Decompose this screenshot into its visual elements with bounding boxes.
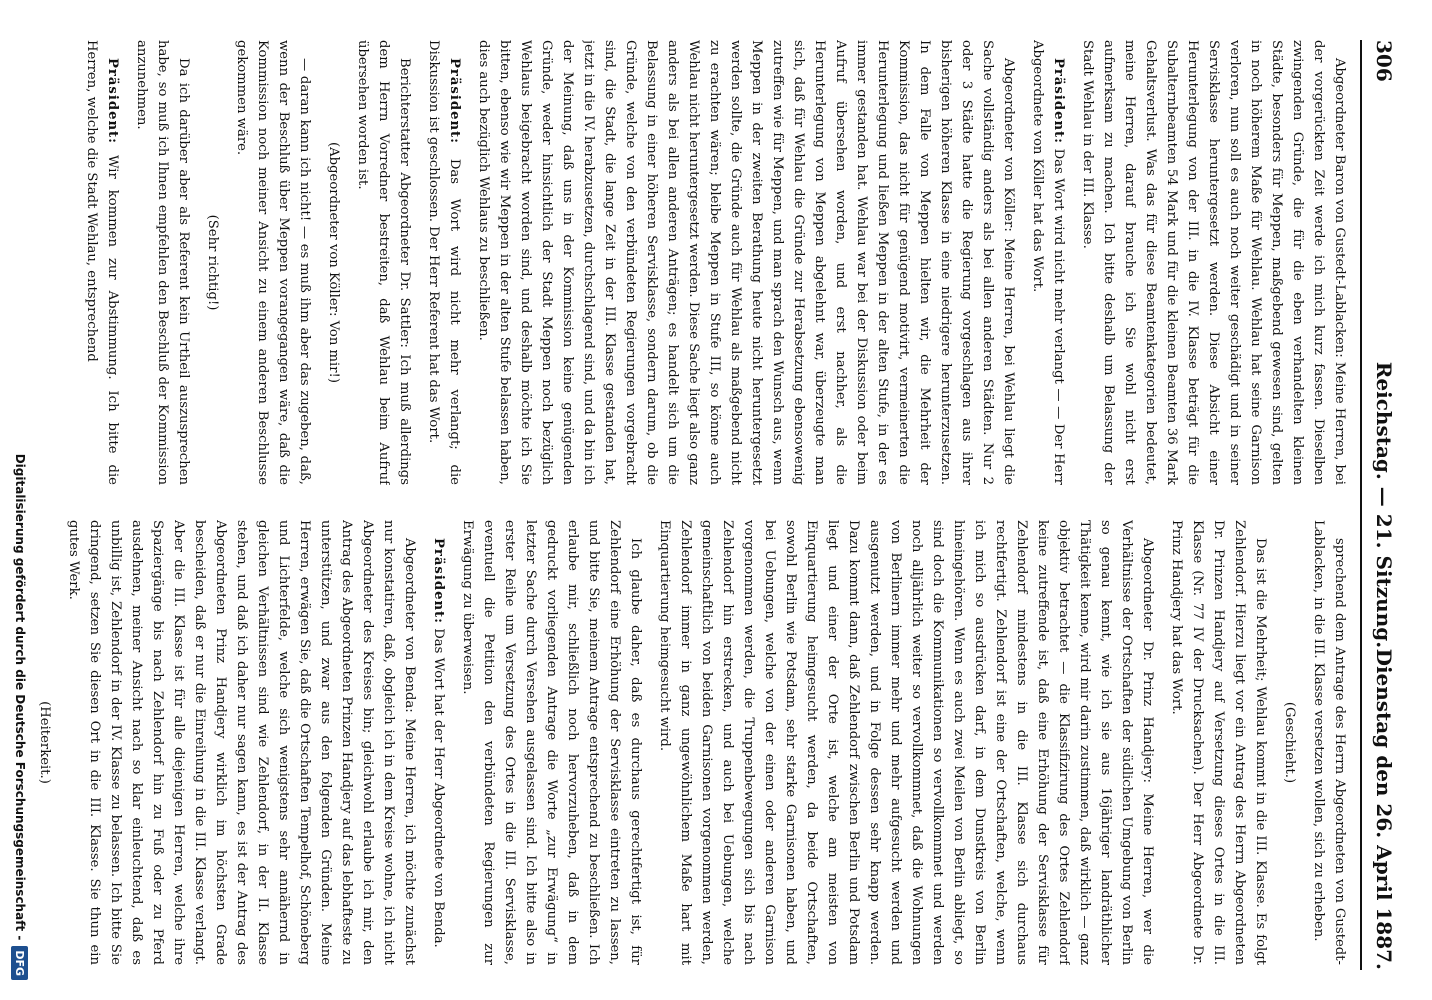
paragraph bbox=[323, 40, 344, 485]
paragraph-text: Ich glaube daher, daß es durchaus gerechtfertigt ist, für Zehlendorf eine Erhöhung der Servisklasse eintreten zu lassen, und bitte Sie, meinem Antrage entsprechend zu beschließen. Ich erlaube mir, schließlich noch hervorzuheben, daß in dem gedruckt vorliegenden Antrage die Worte „zur Erwägung“ in letzter Sache durch Versehen ausgelassen sind. Ich bitte also in erster Reihe um Versetzung des Ortes in die III. Servisklasse, eventuell die Petition den verbündeten Regierungen zur Erwägung zu überweisen. bbox=[460, 520, 643, 965]
paragraph-text: (Sehr richtig!) bbox=[205, 214, 220, 311]
paragraph-text: Abgeordneter von Köller: Meine Herren, bei Wehlau liegt die Sache vollständig anders als bei allen anderen Städten. Nur 2 oder 3 Städte hatte die Regierung vorgeschlagen aus ihrer bisherigen höheren Klasse in eine niedrigere herunterzusetzen. In dem Falle von Meppen hielten wir, die Mehrheit der Kommission, das nicht für genügend motivirt, vermeinerten die Herunterlegung und ließen Meppen in der alten Stufe, in der es immer gestanden hat. Wehlau war bei der Diskussion oder beim Aufruf übersehen worden, und erst nachher, als die Herunterlegung von Meppen abgelehnt war, überzeugte man sich, daß für Wehlau die Gründe zur Herabsetzung ebensowenig zutreffen wie für Meppen, und man sprach den Wunsch aus, wenn Meppen in der zweiten Berathung heute nicht heruntergesetzt werden sollte, die Gründe auch für Wehlau als maßgebend nicht zu erachten wären; bleibe Meppen in Stufe III, so könne auch Wehlau nicht heruntergesetzt werden. Diese Sache liegt also ganz anders als bei allen anderen Anträgen; es handelt sich um die Belassung in einer höheren Servisklasse, sondern darum, ob die Gründe, welche von den verbündeten Regierungen vorgebracht sind, die Stadt, die lange Zeit in der III. Klasse gestanden hat, jetzt in die IV. herabzusetzen, durchschlagend sind, und da bin ich der Meinung, daß uns in der Kommission keine genügenden Gründe, weder hinsichtlich der Stadt Meppen noch bezüglich Wehlaus beigebracht worden sind, und deshalb möchte ich Sie bitten, ebenso wie wir Meppen in der alten Stufe belassen haben, dies auch bezüglich Wehlaus zu beschließen. bbox=[476, 40, 1016, 485]
speaker-label: Präsident: bbox=[105, 58, 120, 145]
paragraph-text: (Geschieht.) bbox=[1282, 701, 1297, 784]
paragraph bbox=[34, 520, 55, 965]
paragraph-text: Berichterstatter Abgeordneter Dr. Sattler: Ich muß allerdings dem Herrn Vorredner bestreiten, daß Wehlau beim Aufruf übersehen worden ist. bbox=[355, 40, 412, 485]
paragraph bbox=[457, 520, 646, 965]
paragraph bbox=[231, 40, 315, 485]
left-column bbox=[30, 40, 1350, 485]
paragraph bbox=[131, 40, 194, 485]
paragraph bbox=[423, 40, 465, 485]
speaker-label: Präsident: bbox=[447, 58, 462, 145]
paragraph-text: (Abgeordneter von Köller: Von mir!) bbox=[326, 141, 341, 384]
session-title: Reichstag. — 21. Sitzung. bbox=[1372, 361, 1396, 649]
paragraph bbox=[1166, 520, 1271, 965]
paragraph-text: Wir kommen zur Abstimmung. Ich bitte die Herren, welche die Stadt Wehlau, entsprechend bbox=[84, 40, 120, 485]
speaker-label: Präsident: bbox=[431, 538, 446, 625]
paragraph-text: — daran kann ich nicht! — es muß ihm aber das zugeben, daß, wenn der Beschluß über Meppen vorangegangen wäre, daß die Kommission noch meiner Ansicht zu einem anderen Beschlusse gekommen wäre. bbox=[234, 40, 312, 485]
paragraph bbox=[352, 40, 415, 485]
paragraph-text: Das ist die Mehrheit; Wehlau kommt in die III. Klasse. Es folgt Zehlendorf. Hierzu liegt vor ein Antrag des Herrn Abgeordneten Dr. Prinzen Handjery auf Versetzung dieses Ortes in die III. Klasse (Nr. 77 IV der Drucksachen). Der Herr Abgeordnete Dr. Prinz Handjery hat das Wort. bbox=[1169, 520, 1268, 965]
paragraph-text: Da ich darüber aber als Referent kein Urtheil auszusprechen habe, so muß ich Ihnen empfehlen den Beschluß der Kommission anzunehmen. bbox=[134, 40, 191, 485]
paragraph bbox=[1077, 40, 1350, 485]
page-number: 306 bbox=[1372, 40, 1396, 82]
speaker-label: Präsident: bbox=[1051, 58, 1066, 145]
credit-text: Digitalisierung gefördert durch die Deutsche Forschungsgemeinschaft - bbox=[13, 453, 27, 941]
paragraph-text: Das Wort wird nicht mehr verlangt; die Diskussion ist geschlossen. Der Herr Referent hat das Wort. bbox=[426, 40, 462, 485]
paragraph bbox=[1308, 520, 1350, 965]
paragraph-text: Das Wort wird nicht mehr verlangt — — Der Herr Abgeordnete von Köller hat das Wort. bbox=[1030, 40, 1066, 485]
paragraph-text: (Heiterkeit.) bbox=[37, 701, 52, 784]
paragraph-text: Abgeordneter Baron von Gustedt-Lablacken: Meine Herren, bei der vorgerückten Zeit werde ich mich kurz fassen. Dieselben zwingenden Gründe, die für die eben verhandelten kleinen Städte, besonders für Meppen, maßgebend gewesen sind, gelten in noch höherem Maße für Wehlau. Wehlau hat seine Garnison verloren, nun soll es auch noch weiter geschädigt und in seiner Servisklasse heruntergesetzt werden. Diese Absicht einer Herunterlegung von der III. in die IV. Klasse beträgt für die Subalternbeamten 54 Mark und für die kleinen Beamten 36 Mark Gehaltsverlust. Was das für diese Beamtenkategorien bedeutet, meine Herren, darauf brauche ich Sie wohl nicht erst aufmerksam zu machen. Ich bitte deshalb um Belassung der Stadt Wehlau in der III. Klasse. bbox=[1080, 40, 1347, 485]
paragraph-text: Abgeordneter von Benda: Meine Herren, ich möchte zunächst nur konstatiren, daß, obgleich ich in dem Kreise wohne, ich nicht Abgeordneter des Kreises bin; gleichwohl erlaube ich mir, den Antrag des Abgeordneten Prinzen Handjery auf das lebhafteste zu unterstützen, und zwar aus den folgenden Gründen. Meine Herren, erwägen Sie, daß die Ortschaften Tempelhof, Schöneberg und Lichterfelde, welche sich wenigstens sehr annähernd in gleichen Verhältnissen sind wie Zehlendorf, in der II. Klasse stehen, und daß ich daher nur sagen kann, es ist der Antrag des Abgeordneten Prinz Handjery wirklich im höchsten Grade bescheiden, daß er nur die Einreihung in die III. Klasse verlangt. Aber die III. Klasse ist für alle diejenigen Herren, welche ihre Spaziergänge bis nach Zehlendorf hin zu Fuß oder zu Pferd ausdehnen, meiner Ansicht nach so klar einleuchtend, daß es unbillig ist, Zehlendorf in der IV. Klasse zu belassen. Ich bitte Sie dringend, setzen Sie diesen Ort in die III. Klasse. Sie thun ein gutes Werk. bbox=[66, 520, 417, 965]
dfg-logo: DFG bbox=[12, 946, 29, 980]
paragraph bbox=[1027, 40, 1069, 485]
session-date: Dienstag den 26. April 1887. bbox=[1372, 648, 1396, 970]
paragraph bbox=[202, 40, 223, 485]
paragraph bbox=[81, 40, 123, 485]
digitization-credit bbox=[8, 240, 32, 980]
paragraph bbox=[473, 40, 1019, 485]
header-rule bbox=[1360, 40, 1362, 970]
paragraph bbox=[654, 520, 1158, 965]
paragraph bbox=[1279, 520, 1300, 965]
paragraph bbox=[63, 520, 420, 965]
paragraph-text: sprechend dem Antrage des Herrn Abgeordneten von Gustedt-Lablacken, in die III. Klasse versetzen wollen, sich zu erheben. bbox=[1311, 520, 1347, 965]
page-header bbox=[1366, 40, 1402, 970]
right-column bbox=[30, 520, 1350, 965]
paragraph bbox=[428, 520, 449, 965]
paragraph-text: Abgeordneter Dr. Prinz Handjery: Meine Herren, wer die Verhältnisse der Ortschaften der südlichen Umgebung von Berlin so genau kennt, wie ich sie aus 16jähriger landräthlicher Thätigkeit kenne, wird mir darin zustimmen, daß wirklich — ganz objektiv betrachtet — die Klassifizirung des Ortes Zehlendorf keine zutreffende ist, daß eine Erhöhung der Servisklasse für Zehlendorf mindestens in die III. Klasse sich durchaus rechtfertigt. Zehlendorf ist eine der Ortschaften, welche, wenn ich mich so ausdrücken darf, in dem Dunstkreis von Berlin hineingehören. Wenn es auch zwei Meilen von Berlin abliegt, so sind doch die Kommunikationen so vervollkommnet und werden noch alljährlich weiter so vervollkommnet, daß die Wohnungen von Berlinern immer mehr und mehr aufgesucht werden und ausgenutzt werden, und in Folge dessen sehr knapp werden. Dazu kommt dann, daß Zehlendorf zwischen Berlin und Potsdam liegt und einer der Orte ist, welche am meisten von Einquartierung heimgesucht werden, da beide Ortschaften, sowohl Berlin wie Potsdam, sehr starke Garnisonen haben, und bei Uebungen, welche von der einen oder anderen Garnison vorgenommen werden, die Truppenbewegungen sich bis nach Zehlendorf hin erstrecken, und auch bei Uebungen, welche gemeinschaftlich von beiden Garnisonen vorgenommen werden, Zehlendorf immer in ganz ungewöhnlichem Maße hart mit Einquartierung heimgesucht wird. bbox=[657, 520, 1155, 965]
paragraph-text: Das Wort hat der Herr Abgeordnete von Benda. bbox=[431, 628, 446, 948]
